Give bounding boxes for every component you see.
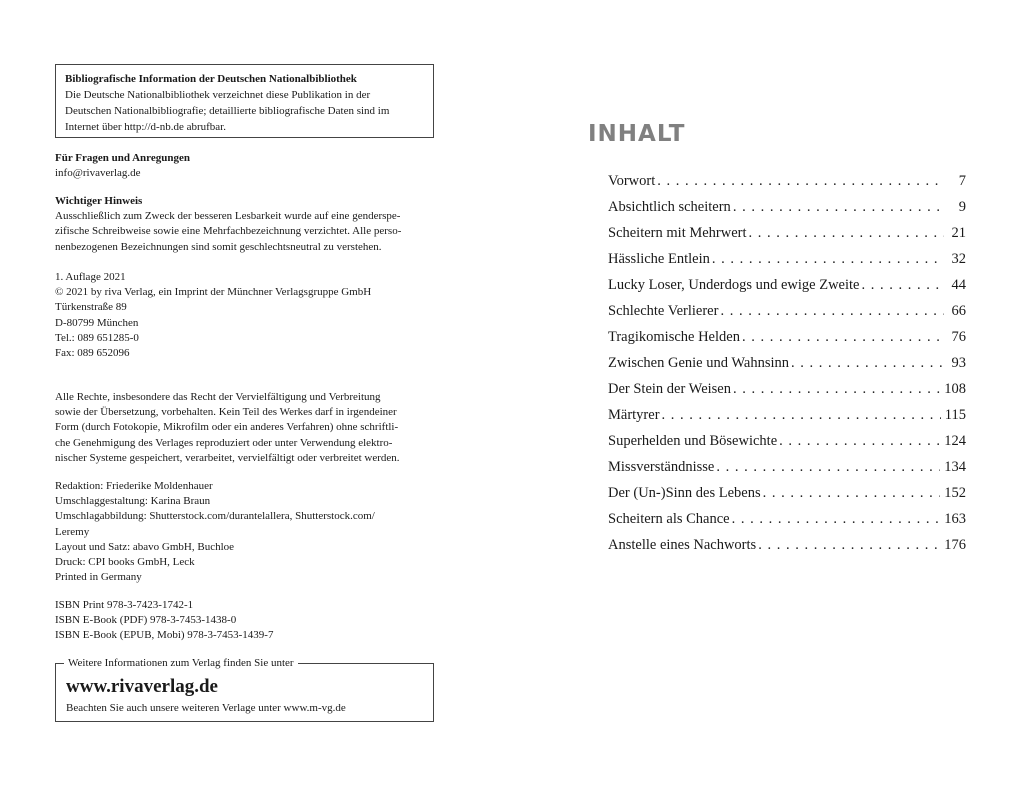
toc-leader-dots xyxy=(861,272,944,298)
rights-line: nischer Systeme gespeichert, verarbeitet, vervielfältigt oder verbreitet werden. xyxy=(55,451,400,464)
toc-entry-page: 152 xyxy=(944,485,966,501)
toc-entry-page: 66 xyxy=(951,303,966,319)
toc-entry xyxy=(608,168,966,194)
toc-entry-title: Schlechte Verlierer xyxy=(608,303,719,319)
toc-entry xyxy=(608,376,966,402)
credits-line: Layout und Satz: abavo GmbH, Buchloe xyxy=(55,540,235,553)
contents-page xyxy=(510,0,1020,795)
rights-line: Alle Rechte, insbesondere das Recht der Vervielfältigung und Verbreitung xyxy=(55,391,381,403)
bib-heading: Bibliografische Information der Deutschen Nationalbibliothek xyxy=(65,73,357,85)
credits-line: Druck: CPI books GmbH, Leck xyxy=(55,556,195,569)
toc-entry-page: 124 xyxy=(944,433,966,449)
contact-email: info@rivaverlag.de xyxy=(55,167,141,180)
edition-line: Türkenstraße 89 xyxy=(55,301,127,314)
toc-entry-page: 9 xyxy=(958,199,966,215)
isbn-block xyxy=(55,598,435,644)
toc-entry-title: Märtyrer xyxy=(608,407,660,423)
toc-entry xyxy=(608,402,966,428)
credits-line: Printed in Germany xyxy=(55,571,142,584)
toc-entry xyxy=(608,480,966,506)
toc-leader-dots xyxy=(662,402,941,428)
toc-entry-page: 93 xyxy=(951,355,966,371)
bib-line: Die Deutsche Nationalbibliothek verzeichnet diese Publikation in der xyxy=(65,89,371,101)
website-legend: Weitere Informationen zum Verlag finden Sie unter xyxy=(64,656,298,671)
bib-line: Deutschen Nationalbibliografie; detaillierte bibliografische Daten sind im xyxy=(65,105,390,117)
toc-leader-dots xyxy=(733,194,944,220)
toc-leader-dots xyxy=(733,376,940,402)
credits-block xyxy=(55,479,435,585)
notice-line: zifische Schreibweise sowie eine Mehrfachbezeichnung verzichtet. Alle perso- xyxy=(55,225,402,238)
toc-entry-title: Zwischen Genie und Wahnsinn xyxy=(608,355,789,371)
toc-leader-dots xyxy=(749,220,944,246)
toc-entry-page: 32 xyxy=(951,251,966,267)
notice-line: nenbezogenen Bezeichnungen sind somit geschlechtsneutral zu verstehen. xyxy=(55,240,382,253)
toc-entry-title: Anstelle eines Nachworts xyxy=(608,537,757,553)
toc-entry-title: Tragikomische Helden xyxy=(608,329,740,345)
toc-entry-page: 76 xyxy=(951,329,966,345)
toc-entry-title: Scheitern als Chance xyxy=(608,511,730,527)
toc-entry xyxy=(608,298,966,324)
toc-leader-dots xyxy=(742,324,944,350)
toc-entry-page: 115 xyxy=(944,407,966,423)
toc-entry-title: Superhelden und Bösewichte xyxy=(608,433,778,449)
notice-block xyxy=(55,194,435,255)
toc-entry-page: 163 xyxy=(944,511,966,527)
toc-entry xyxy=(608,506,966,532)
toc-entry xyxy=(608,324,966,350)
rights-line: Form (durch Fotokopie, Mikrofilm oder ein anderes Verfahren) ohne schriftli- xyxy=(55,421,399,434)
edition-line: © 2021 by riva Verlag, ein Imprint der Münchner Verlagsgruppe GmbH xyxy=(55,286,372,299)
edition-line: Fax: 089 652096 xyxy=(55,347,130,360)
edition-block xyxy=(55,270,435,361)
contact-block xyxy=(55,151,435,181)
credits-line: Leremy xyxy=(55,525,90,538)
toc-leader-dots xyxy=(763,480,941,506)
toc-entry xyxy=(608,532,966,558)
credits-line: Umschlagabbildung: Shutterstock.com/durantelallera, Shutterstock.com/ xyxy=(55,510,375,523)
contents-title: INHALT xyxy=(588,121,686,147)
toc-leader-dots xyxy=(758,532,940,558)
toc-entry-page: 21 xyxy=(951,225,966,241)
toc-entry xyxy=(608,428,966,454)
toc-entry-page: 176 xyxy=(944,537,966,553)
toc-entry xyxy=(608,246,966,272)
toc-leader-dots xyxy=(779,428,940,454)
edition-line: D-80799 München xyxy=(55,316,139,329)
website-url: www.rivaverlag.de xyxy=(66,676,218,697)
rights-block xyxy=(55,390,435,466)
toc-leader-dots xyxy=(732,506,941,532)
toc-entry-title: Vorwort xyxy=(608,173,656,189)
toc-entry-title: Missverständnisse xyxy=(608,459,715,475)
toc-entry-page: 134 xyxy=(944,459,966,475)
credits-line: Redaktion: Friederike Moldenhauer xyxy=(55,480,213,492)
toc-leader-dots xyxy=(716,454,940,480)
notice-line: Ausschließlich zum Zweck der besseren Lesbarkeit wurde auf eine genderspe- xyxy=(55,210,401,223)
contact-heading: Für Fragen und Anregungen xyxy=(55,152,190,164)
toc-entry-title: Hässliche Entlein xyxy=(608,251,710,267)
website-note: Beachten Sie auch unsere weiteren Verlage unter www.m-vg.de xyxy=(66,702,346,714)
rights-line: che Genehmigung des Verlages reproduziert oder unter Verwendung elektro- xyxy=(55,436,393,449)
toc-leader-dots xyxy=(720,298,944,324)
isbn-line: ISBN Print 978-3-7423-1742-1 xyxy=(55,599,194,611)
toc-entry-page: 44 xyxy=(951,277,966,293)
toc-leader-dots xyxy=(657,168,944,194)
toc-entry xyxy=(608,194,966,220)
credits-line: Umschlaggestaltung: Karina Braun xyxy=(55,495,211,508)
toc-entry-page: 7 xyxy=(958,173,966,189)
toc-entry-page: 108 xyxy=(944,381,966,397)
rights-line: sowie der Übersetzung, vorbehalten. Kein Teil des Werkes darf in irgendeiner xyxy=(55,406,397,419)
toc-entry xyxy=(608,454,966,480)
toc-entry xyxy=(608,350,966,376)
isbn-line: ISBN E-Book (PDF) 978-3-7453-1438-0 xyxy=(55,614,237,627)
toc-entry-title: Lucky Loser, Underdogs und ewige Zweite xyxy=(608,277,860,293)
toc-entry-title: Der (Un-)Sinn des Lebens xyxy=(608,485,761,501)
edition-line: 1. Auflage 2021 xyxy=(55,271,126,283)
toc-entry-title: Der Stein der Weisen xyxy=(608,381,731,397)
publisher-website-box xyxy=(55,657,434,722)
edition-line: Tel.: 089 651285-0 xyxy=(55,331,139,344)
notice-heading: Wichtiger Hinweis xyxy=(55,195,143,207)
toc-leader-dots xyxy=(791,350,944,376)
toc-entry-title: Absichtlich scheitern xyxy=(608,199,731,215)
toc-entry xyxy=(608,220,966,246)
isbn-line: ISBN E-Book (EPUB, Mobi) 978-3-7453-1439-7 xyxy=(55,629,274,642)
bibliographic-info-box xyxy=(55,64,434,138)
table-of-contents xyxy=(608,168,966,558)
toc-entry-title: Scheitern mit Mehrwert xyxy=(608,225,747,241)
bib-line: Internet über http://d-nb.de abrufbar. xyxy=(65,121,226,133)
toc-leader-dots xyxy=(712,246,944,272)
toc-entry xyxy=(608,272,966,298)
